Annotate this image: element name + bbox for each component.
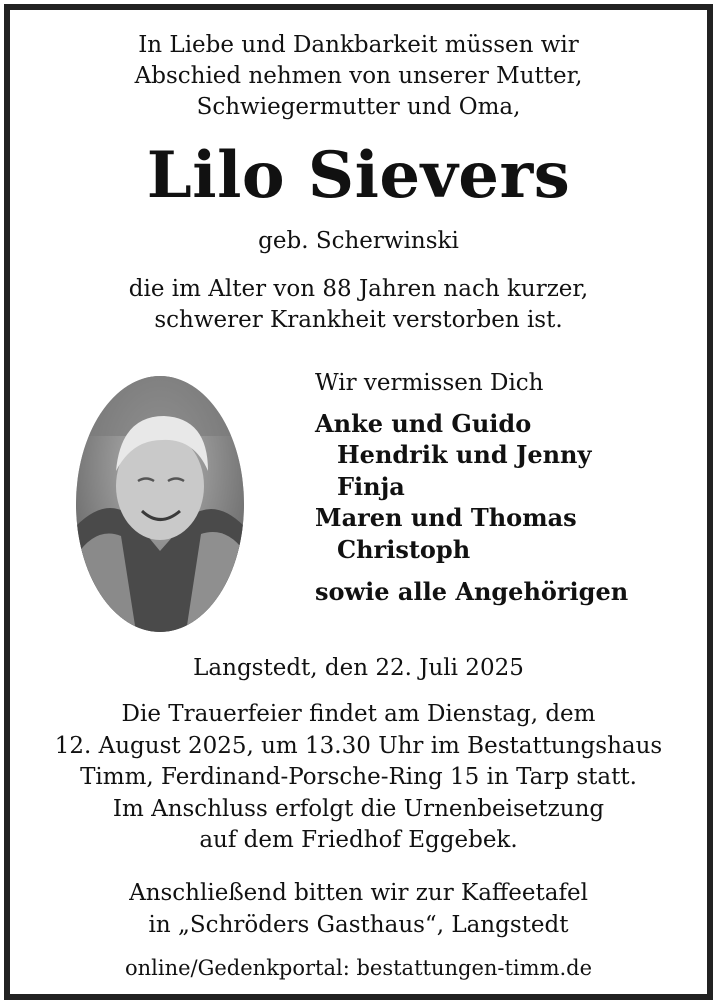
obituary-notice [4,4,713,1000]
intro-line: Abschied nehmen von unserer Mutter, [134,63,583,89]
mourner-name: Maren und Thomas [315,503,577,532]
age-line: schwerer Krankheit verstorben ist. [154,307,563,333]
portrait-image [76,376,244,632]
portrait-photo [76,376,244,632]
service-line: Im Anschluss erfolgt die Urnenbeisetzung [112,795,605,822]
service-info [10,699,707,857]
service-line: Die Trauerfeier findet am Dienstag, dem [121,701,596,727]
age-text [10,274,707,336]
birth-name: geb. Scherwinski [258,228,459,254]
mourner-name: Finja [337,471,405,501]
place-date: Langstedt, den 22. Juli 2025 [193,655,524,681]
deceased-name: Lilo Sievers [146,138,571,213]
age-line: die im Alter von 88 Jahren nach kurzer, [128,276,589,302]
intro-line: In Liebe und Dankbarkeit müssen wir [138,32,579,58]
intro-line: Schwiegermutter und Oma, [196,94,521,120]
mourner-name: Christoph [337,534,471,564]
coffee-line: Anschließend bitten wir zur Kaffeetafel [129,880,588,906]
service-line: Timm, Ferdinand-Porsche-Ring 15 in Tarp statt. [80,764,637,790]
service-line: 12. August 2025, um 13.30 Uhr im Bestattungshaus [54,732,663,759]
service-line: auf dem Friedhof Eggebek. [199,827,518,853]
relatives-text: sowie alle Angehörigen [315,577,629,606]
mourners-list [315,368,628,608]
miss-text: Wir vermissen Dich [315,370,544,396]
online-portal: online/Gedenkportal: bestattungen-timm.de [124,956,593,980]
intro-text [10,30,707,123]
mourner-name: Anke und Guido [315,408,532,438]
mourner-name: Hendrik und Jenny [337,440,592,469]
coffee-info [10,878,707,941]
coffee-line: in „Schröders Gasthaus“, Langstedt [148,911,569,938]
